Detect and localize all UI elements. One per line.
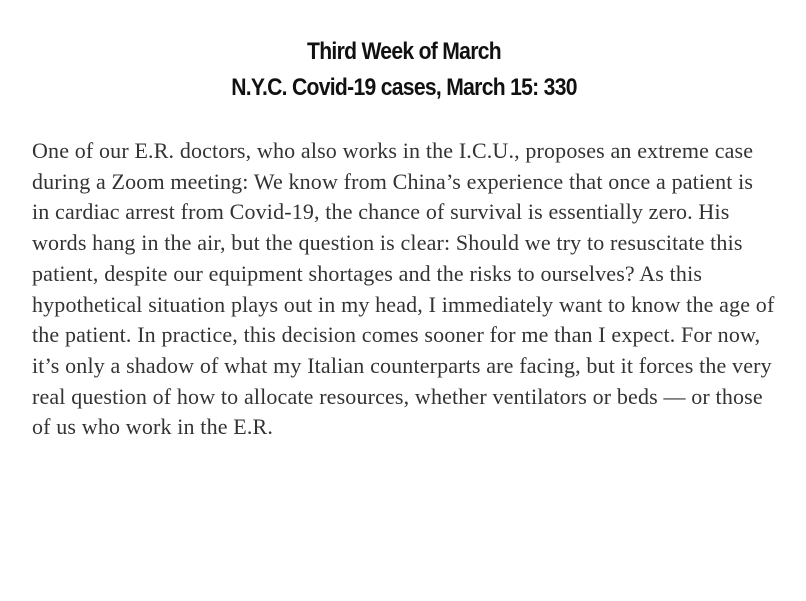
article-paragraph: One of our E.R. doctors, who also works in the I.C.U., proposes an extreme case during a Zoom meeting: We know from China’s experience that once a patient is in cardiac arrest from Covid-19, the chance of survival is essentially zero. His words hang in the air, but the question is clear: Should we try to resuscitate this patient, despite our equipment shortages and the risks to ourselves? As this hypothetical situation plays out in my head, I immediately want to know the age of the patient. In practice, this decision comes sooner for me than I expect. For now, it’s only a shadow of what my Italian counterparts are facing, but it forces the very real question of how to allocate resources, whether ventilators or beds — or those of us who work in the E.R.: [32, 138, 775, 440]
case-count-subtitle: N.Y.C. Covid-19 cases, March 15: 330: [231, 74, 577, 101]
section-heading: [77, 34, 732, 106]
section-title: Third Week of March: [307, 38, 501, 65]
article: [32, 34, 776, 465]
